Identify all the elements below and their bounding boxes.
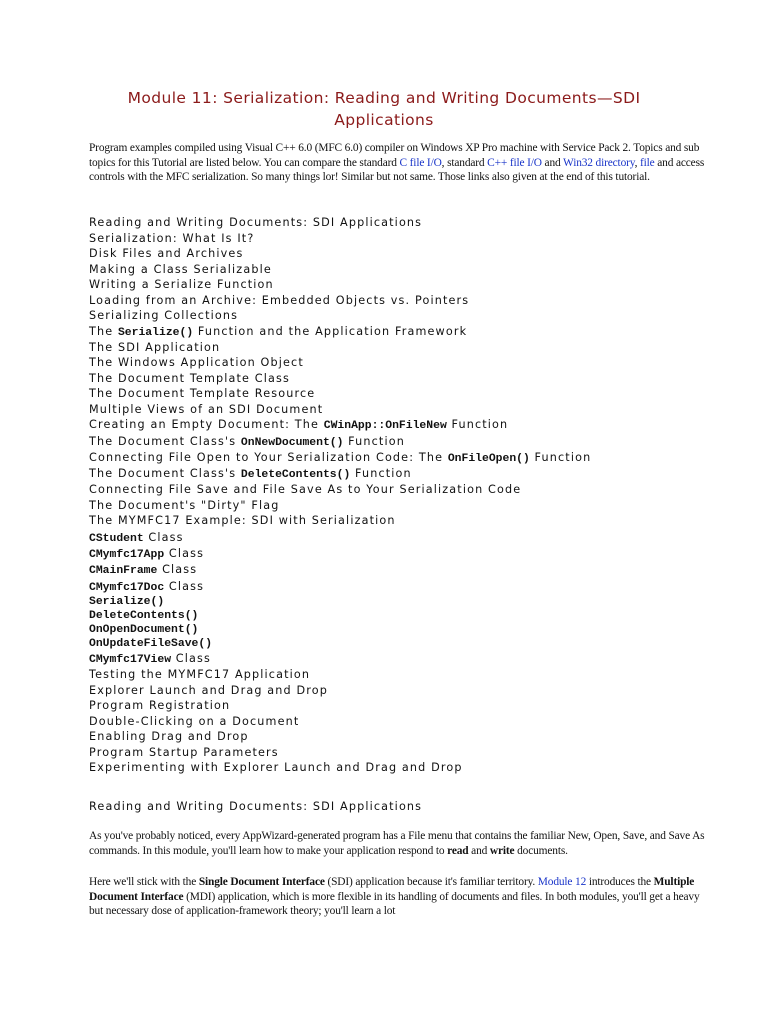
toc-item-label: Creating an Empty Document: The bbox=[89, 418, 324, 432]
toc-item-label: Class bbox=[157, 563, 198, 577]
toc-item[interactable] bbox=[89, 579, 689, 595]
body-text: (SDI) application because it's familiar territory. bbox=[324, 876, 538, 888]
toc-item[interactable] bbox=[89, 729, 689, 745]
toc-item-code: DeleteContents() bbox=[240, 469, 351, 482]
toc-item-label: Class bbox=[164, 579, 205, 593]
toc-item-label: Function bbox=[529, 450, 592, 464]
intro-text: , bbox=[634, 156, 640, 169]
toc-item-label: Class bbox=[164, 547, 205, 561]
body-bold-text: read bbox=[447, 844, 469, 857]
toc-item-label: Connecting File Open to Your Serialization Code: The bbox=[89, 450, 448, 464]
toc-item-label: Making a Class Serializable bbox=[89, 262, 272, 276]
intro-text: Program examples compiled using Visual C++ 6.0 (MFC 6.0) compiler on Windows XP Pro machine with Service Pack 2. Topics and sub topics for this Tutorial are listed below. You can compare the standard bbox=[89, 142, 700, 169]
toc-item-label: Function bbox=[446, 418, 509, 432]
toc-item[interactable] bbox=[89, 714, 689, 730]
toc-item-label: Connecting File Save and File Save As to Your Serialization Code bbox=[89, 483, 522, 497]
body-bold-text: write bbox=[489, 844, 515, 857]
toc-item-label: The bbox=[89, 324, 118, 338]
toc-item[interactable] bbox=[89, 386, 689, 402]
toc-item[interactable] bbox=[89, 637, 689, 651]
toc-item-label: Program Startup Parameters bbox=[89, 745, 279, 759]
toc-item[interactable] bbox=[89, 466, 689, 482]
toc-item-label: Loading from an Archive: Embedded Objects vs. Pointers bbox=[89, 293, 470, 307]
body-paragraph bbox=[89, 829, 711, 858]
toc-item-label: The Document Template Resource bbox=[89, 387, 316, 401]
intro-text: , standard bbox=[441, 156, 488, 169]
toc-item[interactable] bbox=[89, 293, 689, 309]
toc-item-label: The MYMFC17 Example: SDI with Serialization bbox=[89, 514, 396, 528]
toc-item[interactable] bbox=[89, 324, 689, 340]
link-c-file-io[interactable]: C file I/O bbox=[399, 156, 442, 169]
body-text: (MDI) application, which is more flexible in its handling of documents and files. In both modules, you'll get a heavy but necessary dose of application-framework theory; you'll learn a lot bbox=[89, 890, 700, 917]
toc-item[interactable] bbox=[89, 417, 689, 433]
toc-item[interactable] bbox=[89, 530, 689, 546]
body-bold-text: Single Document Interface bbox=[198, 876, 325, 888]
toc-item-label: Reading and Writing Documents: SDI Applications bbox=[89, 216, 423, 229]
toc-item-code: CMainFrame bbox=[89, 565, 158, 578]
toc-item[interactable] bbox=[89, 498, 689, 514]
toc-item-label: Testing the MYMFC17 Application bbox=[89, 668, 311, 682]
intro-text: and bbox=[541, 156, 564, 169]
toc-item-code: OnOpenDocument() bbox=[89, 623, 199, 636]
toc-item[interactable] bbox=[89, 667, 689, 683]
page-title: Module 11: Serialization: Reading and Writing Documents—SDI Applications bbox=[127, 89, 641, 129]
toc-item-label: Program Registration bbox=[89, 699, 231, 713]
section-heading: Reading and Writing Documents: SDI Applications bbox=[89, 800, 423, 813]
toc-item[interactable] bbox=[89, 246, 689, 262]
toc-item[interactable] bbox=[89, 355, 689, 371]
toc-item-code: OnNewDocument() bbox=[240, 436, 344, 449]
toc-item-label: Double-Clicking on a Document bbox=[89, 714, 300, 728]
toc-item-code: CMymfc17View bbox=[89, 653, 172, 666]
body-text: introduces the bbox=[586, 876, 654, 888]
toc-item-label: Function bbox=[343, 434, 405, 448]
toc-item[interactable] bbox=[89, 698, 689, 714]
toc-item[interactable] bbox=[89, 340, 689, 356]
toc-item-code: Serialize() bbox=[117, 326, 194, 339]
toc-item[interactable] bbox=[89, 434, 689, 450]
toc-item[interactable] bbox=[89, 595, 689, 609]
toc-item[interactable] bbox=[89, 651, 689, 667]
toc-item[interactable] bbox=[89, 513, 689, 529]
intro-text: and access controls with the MFC serialization. So many things lor! Similar but not same. Those links also given at the end of this tutorial. bbox=[89, 156, 705, 184]
body-paragraph bbox=[89, 875, 711, 919]
toc-item[interactable] bbox=[89, 231, 689, 247]
toc-item-label: The Document Template Class bbox=[89, 371, 290, 385]
toc-item[interactable] bbox=[89, 546, 689, 562]
toc-item-label: Serialization: What Is It? bbox=[89, 231, 255, 245]
toc-item-code: OnFileOpen() bbox=[447, 452, 530, 465]
toc-item-label: The Document Class's bbox=[89, 434, 241, 448]
body-text: documents. bbox=[514, 844, 568, 857]
toc-item-label: Function and the Application Framework bbox=[193, 324, 468, 338]
toc-item[interactable] bbox=[89, 215, 689, 231]
toc-item[interactable] bbox=[89, 745, 689, 761]
toc-item[interactable] bbox=[89, 760, 689, 776]
link-win32-directory[interactable]: Win32 directory bbox=[563, 156, 635, 169]
toc-item[interactable] bbox=[89, 371, 689, 387]
toc-item-code: CStudent bbox=[89, 532, 144, 545]
toc-item-label: Writing a Serialize Function bbox=[89, 278, 274, 291]
toc-item-label: The SDI Application bbox=[89, 340, 221, 354]
toc-item-label: Experimenting with Explorer Launch and Drag and Drop bbox=[89, 761, 463, 775]
toc-item-label: Serializing Collections bbox=[89, 309, 239, 322]
toc-item[interactable] bbox=[89, 562, 689, 578]
toc-item-label: The Windows Application Object bbox=[89, 356, 304, 370]
toc-item-label: Disk Files and Archives bbox=[89, 247, 244, 260]
body-text: and bbox=[468, 844, 490, 857]
link-module-12[interactable]: Module 12 bbox=[537, 876, 587, 888]
toc-item-label: Explorer Launch and Drag and Drop bbox=[89, 683, 329, 697]
toc-item-code: CWinApp::OnFileNew bbox=[323, 420, 447, 433]
toc-item-code: CMymfc17App bbox=[89, 549, 165, 562]
toc-item-code: OnUpdateFileSave() bbox=[89, 637, 213, 650]
toc-item-label: The Document Class's bbox=[89, 467, 241, 481]
toc-item-label: The Document's "Dirty" Flag bbox=[89, 498, 280, 512]
toc-item[interactable] bbox=[89, 623, 689, 637]
body-text: Here we'll stick with the bbox=[89, 876, 199, 888]
body-text: As you've probably noticed, every AppWizard-generated program has a File menu that contains the familiar New, Open, Save, and Save As commands. In this module, you'll learn how to make your application respond to bbox=[89, 830, 705, 857]
toc-item-label: Multiple Views of an SDI Document bbox=[89, 402, 324, 416]
toc-item[interactable] bbox=[89, 277, 689, 293]
link-cpp-file-io[interactable]: C++ file I/O bbox=[487, 156, 542, 169]
toc-item-code: CMymfc17Doc bbox=[89, 581, 165, 594]
toc-item-label: Enabling Drag and Drop bbox=[89, 730, 249, 744]
toc-item[interactable] bbox=[89, 262, 689, 278]
toc-item-code: Serialize() bbox=[89, 595, 165, 608]
toc-item-label: Class bbox=[171, 651, 211, 665]
table-of-contents bbox=[89, 215, 689, 776]
body-bold-text: Multiple Document Interface bbox=[89, 876, 695, 903]
toc-item[interactable] bbox=[89, 482, 689, 498]
toc-item[interactable] bbox=[89, 609, 689, 623]
intro-paragraph bbox=[89, 141, 711, 185]
toc-item[interactable] bbox=[89, 450, 689, 466]
toc-item-label: Function bbox=[350, 467, 412, 481]
toc-item-code: DeleteContents() bbox=[89, 609, 199, 622]
toc-item[interactable] bbox=[89, 683, 689, 699]
toc-item[interactable] bbox=[89, 308, 689, 324]
toc-item-label: Class bbox=[143, 530, 184, 544]
toc-item[interactable] bbox=[89, 402, 689, 418]
link-file[interactable]: file bbox=[639, 156, 655, 169]
